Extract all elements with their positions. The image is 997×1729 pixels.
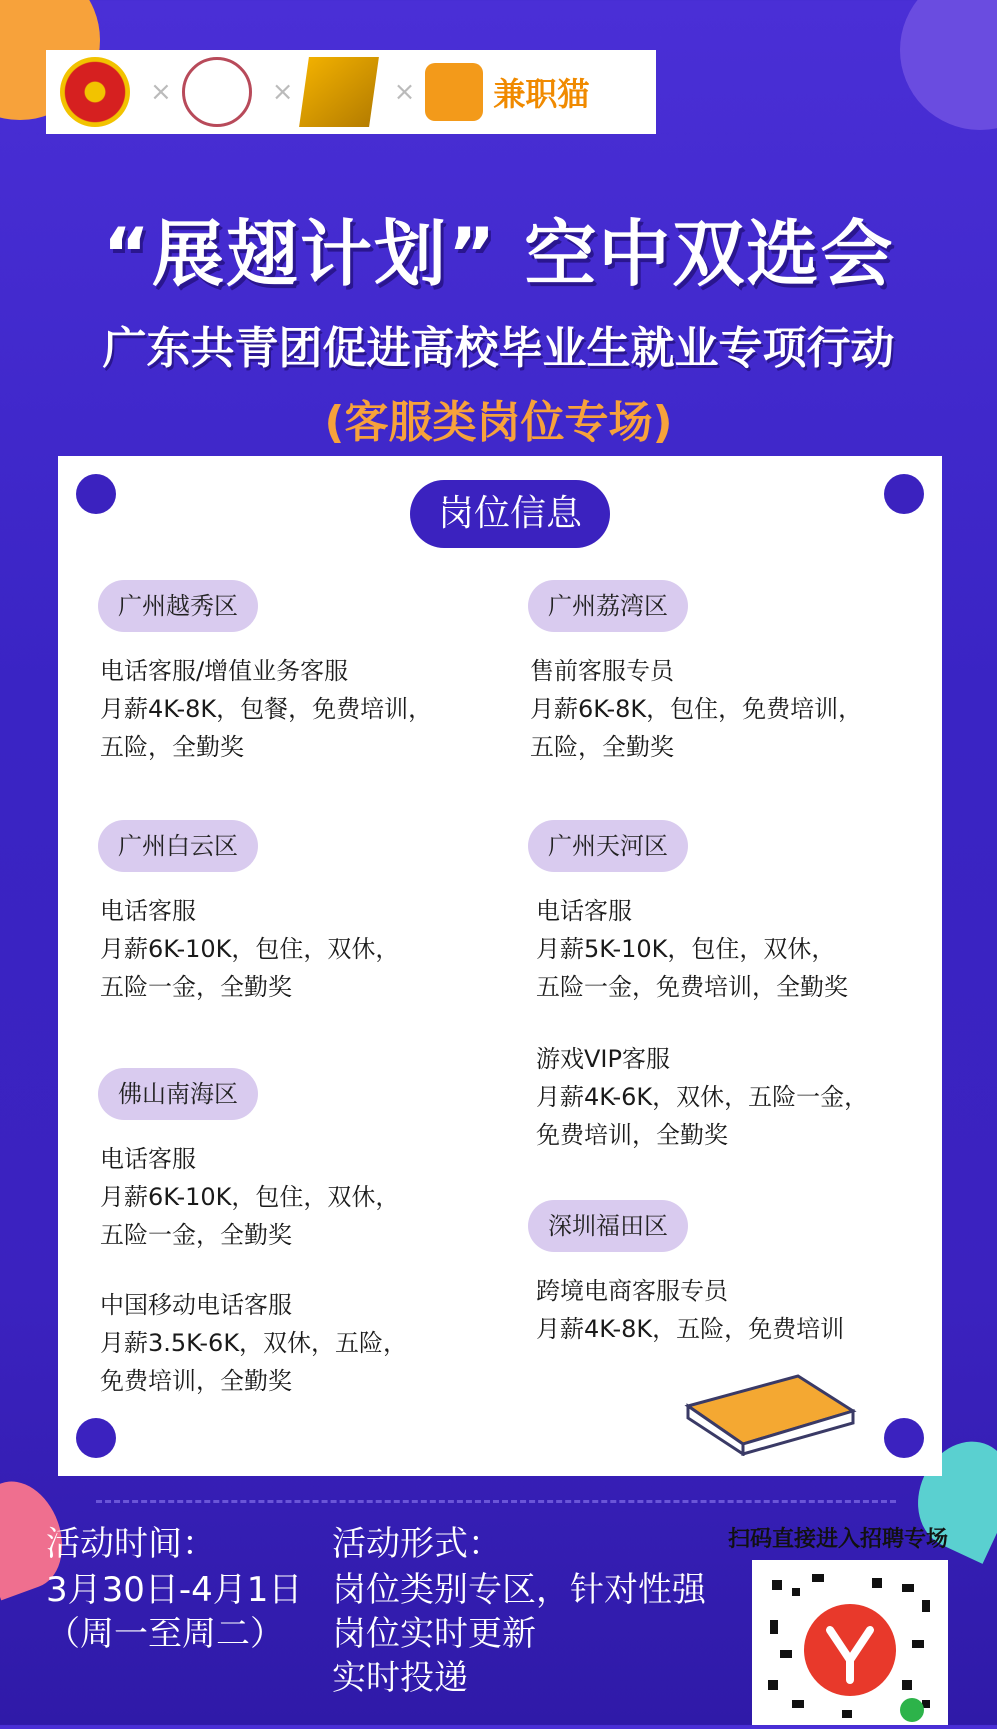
activity-time-label: 活动时间： xyxy=(46,1524,216,1564)
university-seal-logo xyxy=(182,57,252,127)
session-tag: (客服类岗位专场) xyxy=(324,397,673,448)
activity-form-line: 实时投递 xyxy=(332,1658,468,1698)
job-info-card xyxy=(58,456,942,1476)
jianzhimao-logo-text: 兼职猫 xyxy=(493,75,590,113)
activity-form-label: 活动形式： xyxy=(332,1524,502,1564)
job-line: 五险，全勤奖 xyxy=(530,733,674,761)
job-line: 五险一金，全勤奖 xyxy=(100,1221,292,1249)
job-listing xyxy=(530,652,862,766)
book-icon xyxy=(678,1366,858,1456)
activity-form-line: 岗位实时更新 xyxy=(332,1614,536,1654)
job-line: 中国移动电话客服 xyxy=(100,1291,292,1319)
corner-dot xyxy=(884,1418,924,1458)
district-badge: 广州白云区 xyxy=(98,820,258,872)
job-listing xyxy=(100,1286,407,1400)
decor-circle-top-right xyxy=(900,0,997,130)
activity-form-line: 岗位类别专区，针对性强 xyxy=(332,1570,706,1610)
cross-icon: × xyxy=(150,77,172,107)
qr-code[interactable] xyxy=(752,1560,948,1725)
job-line: 电话客服 xyxy=(100,1145,196,1173)
job-line: 月薪3.5K-6K，双休，五险， xyxy=(100,1329,408,1357)
cross-icon: × xyxy=(393,77,416,107)
job-line: 月薪5K-10K，包住，双休， xyxy=(536,935,836,963)
job-listing xyxy=(536,892,848,1006)
job-line: 月薪4K-8K，包餐，免费培训， xyxy=(100,695,433,723)
guangdong-chuangye-logo xyxy=(299,57,379,127)
district-badge: 深圳福田区 xyxy=(528,1200,688,1252)
job-listing xyxy=(536,1040,868,1154)
qr-caption: 扫码直接进入招聘专场 xyxy=(728,1527,949,1552)
activity-days: （周一至周二） xyxy=(46,1614,284,1654)
job-listing xyxy=(100,652,432,766)
job-listing xyxy=(536,1272,844,1348)
job-line: 免费培训，全勤奖 xyxy=(536,1121,728,1149)
job-listing xyxy=(100,1140,399,1254)
district-badge: 广州荔湾区 xyxy=(528,580,688,632)
corner-dot xyxy=(884,474,924,514)
partner-logo-bar xyxy=(46,50,656,134)
job-line: 售前客服专员 xyxy=(530,657,674,685)
job-line: 月薪6K-8K，包住，免费培训， xyxy=(530,695,863,723)
jianzhimao-cat-logo xyxy=(425,63,483,121)
job-line: 跨境电商客服专员 xyxy=(536,1277,728,1305)
qr-code-icon xyxy=(752,1560,948,1725)
job-line: 电话客服 xyxy=(536,897,632,925)
main-title: “展翅计划” 空中双选会 xyxy=(102,212,895,296)
district-badge: 广州天河区 xyxy=(528,820,688,872)
job-line: 五险一金，全勤奖 xyxy=(100,973,292,1001)
footer-divider xyxy=(96,1500,896,1503)
section-heading: 岗位信息 xyxy=(410,480,610,548)
youth-league-logo xyxy=(60,57,130,127)
corner-dot xyxy=(76,474,116,514)
subtitle: 广东共青团促进高校毕业生就业专项行动 xyxy=(102,323,895,374)
activity-date: 3月30日-4月1日 xyxy=(46,1570,303,1610)
job-line: 电话客服/增值业务客服 xyxy=(100,657,349,685)
job-line: 月薪6K-10K，包住，双休， xyxy=(100,1183,400,1211)
corner-dot xyxy=(76,1418,116,1458)
job-listing xyxy=(100,892,399,1006)
job-line: 游戏VIP客服 xyxy=(536,1045,670,1073)
job-line: 五险一金，免费培训，全勤奖 xyxy=(536,973,848,1001)
job-line: 五险，全勤奖 xyxy=(100,733,244,761)
job-line: 免费培训，全勤奖 xyxy=(100,1367,292,1395)
job-line: 月薪6K-10K，包住，双休， xyxy=(100,935,400,963)
job-line: 月薪4K-8K，五险，免费培训 xyxy=(536,1315,845,1343)
district-badge: 广州越秀区 xyxy=(98,580,258,632)
job-line: 电话客服 xyxy=(100,897,196,925)
district-badge: 佛山南海区 xyxy=(98,1068,258,1120)
cross-icon: × xyxy=(271,77,294,107)
job-line: 月薪4K-6K，双休，五险一金， xyxy=(536,1083,869,1111)
